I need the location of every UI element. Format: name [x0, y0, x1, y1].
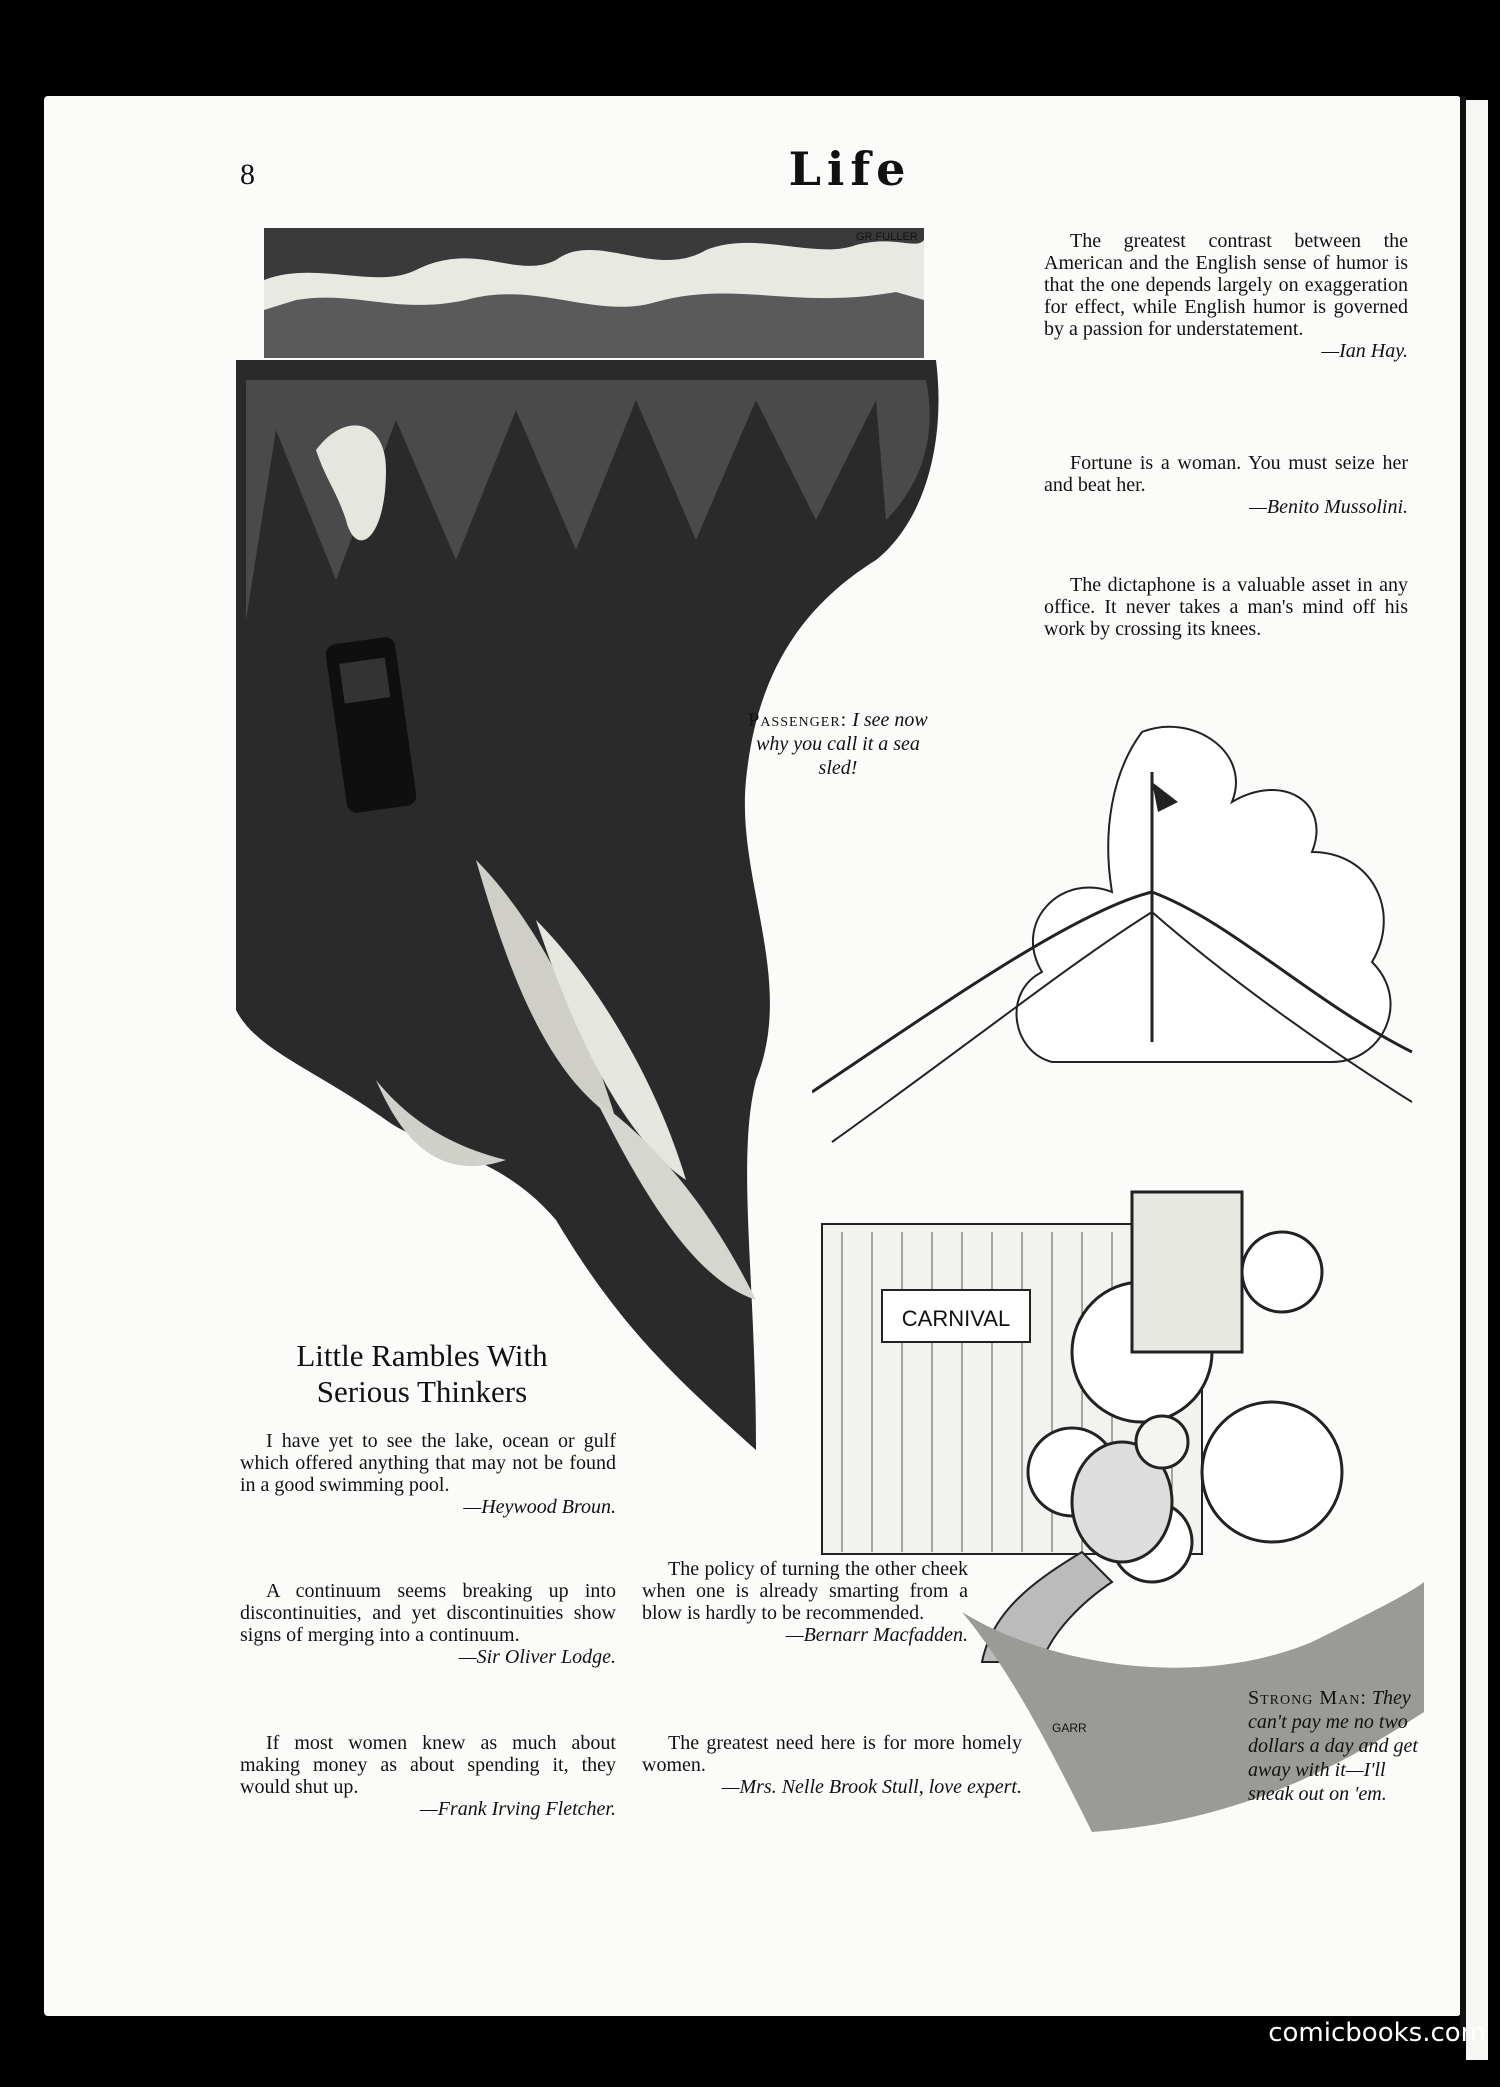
- quote-ian-hay: [1044, 230, 1408, 362]
- quote-text: The policy of turning the other cheek when one is already smarting from a blow is hardly to be recommended.: [642, 1558, 968, 1624]
- quote-text: The dictaphone is a valuable asset in any office. It never takes a man's mind off his work by crossing its knees.: [1044, 574, 1408, 640]
- masthead-title: Life: [788, 142, 912, 196]
- quote-fletcher: [240, 1732, 616, 1820]
- quote-text: A continuum seems breaking up into discontinuities, and yet discontinuities show signs of merging into a continuum.: [240, 1580, 616, 1646]
- carnival-sign: CARNIVAL: [901, 1306, 1011, 1331]
- wave-caption-speaker: Passenger:: [748, 709, 848, 731]
- strongman-illustration: [812, 712, 1424, 1840]
- section-heading: [232, 1338, 612, 1410]
- wave-signature: GR.FULLER: [856, 231, 918, 243]
- quote-text: I have yet to see the lake, ocean or gulf which offered anything that may not be found in a good swimming pool.: [240, 1430, 616, 1496]
- quote-oliver-lodge: [240, 1580, 616, 1668]
- next-page-edge: [1466, 100, 1488, 2060]
- strongman-signature: GARR: [1052, 1721, 1087, 1735]
- site-credit: comicbooks.com: [1268, 2018, 1486, 2048]
- quote-author: —Frank Irving Fletcher.: [419, 1798, 616, 1820]
- quote-dictaphone: [1044, 574, 1408, 640]
- quote-text: If most women knew as much about making money as about spending it, they would shut up.: [240, 1732, 616, 1798]
- strongman-caption-speaker: Strong Man:: [1248, 1687, 1367, 1709]
- wave-caption-text: I see now why you call it a sea sled!: [756, 709, 928, 779]
- section-heading-line2: Serious Thinkers: [316, 1374, 528, 1409]
- page-number: 8: [240, 158, 255, 191]
- strongman-caption: [1248, 1686, 1424, 1806]
- quote-macfadden: [642, 1558, 968, 1646]
- quote-author: —Heywood Broun.: [463, 1496, 616, 1518]
- quote-author: —Ian Hay.: [1321, 340, 1408, 362]
- quote-author: —Benito Mussolini.: [1249, 496, 1408, 518]
- quote-stull: [642, 1732, 1022, 1798]
- quote-author: —Sir Oliver Lodge.: [458, 1646, 616, 1668]
- quote-text: The greatest need here is for more homely women.: [642, 1732, 1022, 1776]
- quote-mussolini: [1044, 452, 1408, 518]
- quote-heywood-broun: [240, 1430, 616, 1518]
- quote-text: The greatest contrast between the American and the English sense of humor is that the one depends largely on exaggeration for effect, while English humor is governed by a passion for understatement.: [1044, 230, 1408, 340]
- quote-author: —Bernarr Macfadden.: [785, 1624, 968, 1646]
- section-heading-line1: Little Rambles With: [296, 1338, 548, 1373]
- quote-author: —Mrs. Nelle Brook Stull, love expert.: [721, 1776, 1022, 1798]
- strongman-caption-text: They can't pay me no two dollars a day and get away with it—I'll sneak out on 'em.: [1248, 1687, 1418, 1805]
- quote-text: Fortune is a woman. You must seize her and beat her.: [1044, 452, 1408, 496]
